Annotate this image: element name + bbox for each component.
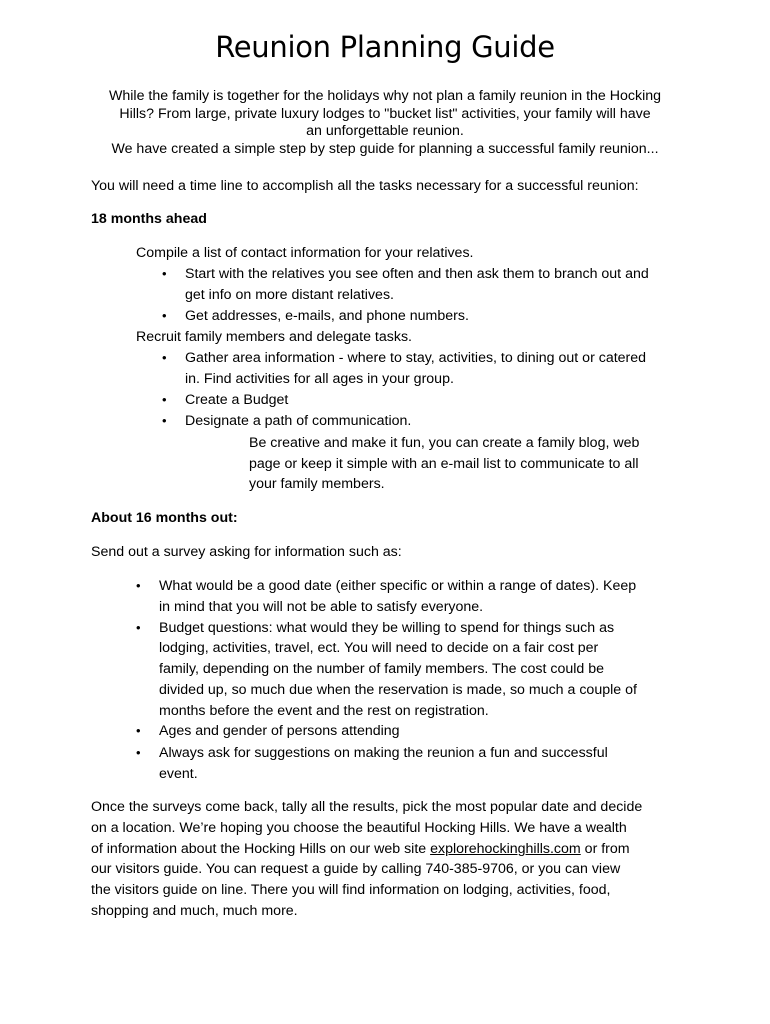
list-item-start-relatives-2: get info on more distant relatives. xyxy=(185,287,394,303)
closing-line-3 xyxy=(91,839,630,860)
list-item-ages: Ages and gender of persons attending xyxy=(159,723,400,739)
list-item-budget-questions-1: Budget questions: what would they be willing to spend for things such as xyxy=(159,620,615,636)
intro-line-4: We have created a simple step by step guide for planning a successful family reunion... xyxy=(111,140,659,157)
list-item-suggestions-2: event. xyxy=(159,766,198,782)
bullet-icon: • xyxy=(162,350,167,365)
closing-line-3-start: of information about the Hocking Hills on our web site xyxy=(91,841,431,857)
closing-line-3-end: or from xyxy=(580,841,630,857)
compile-line: Compile a list of contact information for your relatives. xyxy=(136,245,474,261)
bullet-icon: • xyxy=(136,620,141,635)
heading-18-months: 18 months ahead xyxy=(91,211,207,227)
list-item-budget-questions-2: lodging, activities, travel, ect. You will need to decide on a fair cost per xyxy=(159,640,599,656)
page-title: Reunion Planning Guide xyxy=(215,30,555,64)
list-item-budget-questions-3: family, depending on the number of family members. The cost could be xyxy=(159,661,605,677)
intro-paragraph xyxy=(82,88,688,158)
communication-note-1: Be creative and make it fun, you can create a family blog, web xyxy=(249,435,640,451)
closing-line-6: shopping and much, much more. xyxy=(91,903,298,919)
bullet-icon: • xyxy=(162,266,167,281)
intro-line-2: Hills? From large, private luxury lodges to "bucket list" activities, your family will have xyxy=(119,105,651,122)
recruit-line: Recruit family members and delegate tasks. xyxy=(136,329,412,345)
closing-line-4: our visitors guide. You can request a guide by calling 740-385-9706, or you can view xyxy=(91,861,621,877)
closing-line-1: Once the surveys come back, tally all the results, pick the most popular date and decide xyxy=(91,799,643,815)
bullet-icon: • xyxy=(136,578,141,593)
list-item-suggestions-1: Always ask for suggestions on making the reunion a fun and successful xyxy=(159,745,608,761)
communication-note-3: your family members. xyxy=(249,476,385,492)
heading-16-months: About 16 months out: xyxy=(91,510,238,526)
list-item-good-date-1: What would be a good date (either specific or within a range of dates). Keep xyxy=(159,578,637,594)
list-item-communication: Designate a path of communication. xyxy=(185,413,412,429)
list-item-budget-questions-5: months before the event and the rest on registration. xyxy=(159,703,489,719)
list-item-good-date-2: in mind that you will not be able to satisfy everyone. xyxy=(159,599,484,615)
timeline-sentence: You will need a time line to accomplish all the tasks necessary for a successful reunion: xyxy=(91,178,639,194)
closing-line-5: the visitors guide on line. There you will find information on lodging, activities, food, xyxy=(91,882,611,898)
intro-line-1: While the family is together for the holidays why not plan a family reunion in the Hocking xyxy=(108,88,662,104)
bullet-icon: • xyxy=(162,413,167,428)
intro-line-3: an unforgettable reunion. xyxy=(306,123,464,139)
bullet-icon: • xyxy=(136,723,141,738)
list-item-budget: Create a Budget xyxy=(185,392,289,408)
communication-note-2: page or keep it simple with an e-mail list to communicate to all xyxy=(249,456,639,472)
list-item-start-relatives-1: Start with the relatives you see often and then ask them to branch out and xyxy=(185,266,649,282)
bullet-icon: • xyxy=(136,745,141,760)
list-item-area-info-2: in. Find activities for all ages in your group. xyxy=(185,371,454,387)
bullet-icon: • xyxy=(162,392,167,407)
list-item-addresses: Get addresses, e-mails, and phone numbers. xyxy=(185,308,469,324)
bullet-icon: • xyxy=(162,308,167,323)
list-item-budget-questions-4: divided up, so much due when the reservation is made, so much a couple of xyxy=(159,682,637,698)
survey-line: Send out a survey asking for information such as: xyxy=(91,544,402,560)
list-item-area-info-1: Gather area information - where to stay, activities, to dining out or catered xyxy=(185,350,647,366)
website-link[interactable]: explorehockinghills.com xyxy=(430,841,581,857)
closing-line-2: on a location. We’re hoping you choose the beautiful Hocking Hills. We have a wealth xyxy=(91,820,627,836)
